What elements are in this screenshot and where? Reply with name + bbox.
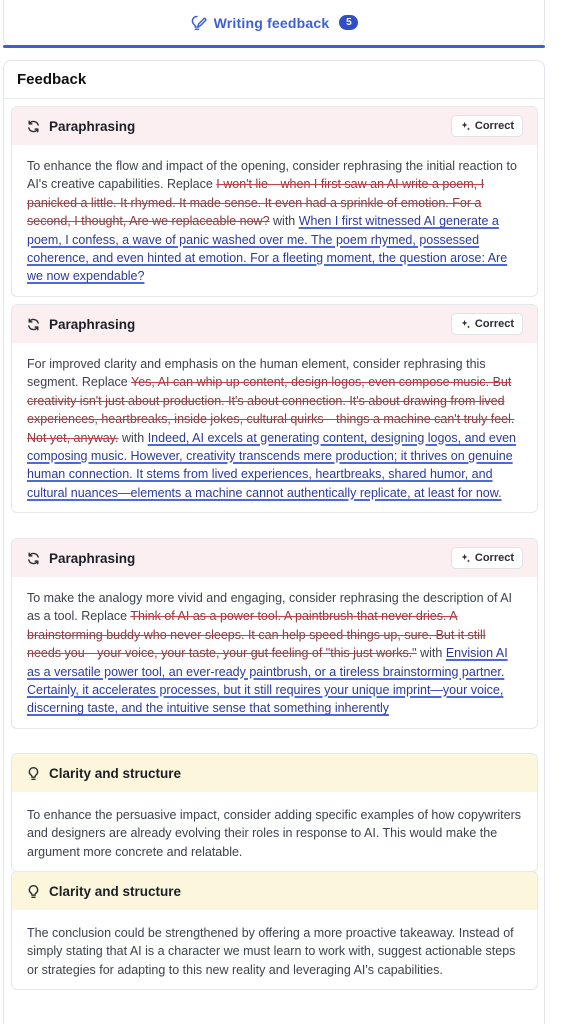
card-title: Clarity and structure [49,883,182,899]
deleted-text: Yes, AI can whip up content, design logos, even compose music. But creativity isn't just about production. It's about connection. It's about drawing from lived experiences, heartbreaks, inside jokes, cultural quirks—things a machine can't truly feel. Not yet, anyway. [27,375,515,445]
card-title: Paraphrasing [49,118,136,134]
panel-title: Feedback [4,61,544,99]
lightbulb-icon [26,884,41,899]
card-body [12,577,537,728]
card-header [12,305,537,343]
card-header [12,754,537,792]
card-title: Paraphrasing [49,550,136,566]
card-title: Paraphrasing [49,316,136,332]
suggestion-connector: with [121,430,145,445]
correct-button[interactable] [451,547,523,569]
feedback-card-clarity-1 [11,753,538,872]
correct-button[interactable] [451,313,523,335]
feedback-count-badge: 5 [339,15,358,30]
deleted-text: Think of AI as a power tool. A paintbrush that never dries. A brainstorming buddy who never sleeps. It can help speed things up, sure. But it still needs you—your voice, your taste, your gut feeling of "this just works." [27,609,486,661]
correct-button-label: Correct [474,552,514,564]
deleted-text: I won't lie—when I first saw an AI write a poem, I panicked a little. It rhymed. It made sense. It even had a sprinkle of emotion. For a second, I thought, Are we replaceable now? [27,177,485,229]
suggestion-intro: To enhance the flow and impact of the opening, consider rephrasing the initial reaction to AI's creative capabilities. Replace [27,159,517,192]
feedback-card-paraphrasing-1 [11,106,538,297]
card-header [12,872,537,910]
suggestion-intro: For improved clarity and emphasis on the human element, consider rephrasing this segment. Replace [27,357,486,390]
feedback-panel [3,60,545,1024]
card-header [12,107,537,145]
refresh-icon [26,119,41,134]
suggestion-connector: with [420,646,443,661]
feedback-card-clarity-2 [11,871,538,990]
correct-button-label: Correct [474,318,514,330]
sparkle-icon [460,121,471,132]
bulb-pencil-icon [190,14,208,32]
card-body: The conclusion could be strengthened by offering a more proactive takeaway. Instead of simply stating that AI is a character we must learn to work with, suggest actionable steps or strategies for adapting to this new reality and leveraging AI's capabilities. [27,926,516,977]
inserted-text[interactable]: Envision AI as a versatile power tool, an ever-ready paintbrush, or a tireless brainstorming partner. Certainly, it accelerates processes, but it still requires your unique imprint—your voice, discerning taste, and the intuitive sense that something inherently [27,646,508,716]
correct-button-label: Correct [474,120,514,132]
card-body [12,343,537,512]
sparkle-icon [460,553,471,564]
refresh-icon [26,317,41,332]
card-body: To enhance the persuasive impact, consider adding specific examples of how copywriters and designers are already evolving their roles in response to AI. This would make the argument more concrete and relatable. [27,808,522,859]
feedback-card-paraphrasing-3 [11,538,538,729]
suggestion-connector: with [273,214,296,229]
card-title: Clarity and structure [49,765,182,781]
inserted-text[interactable]: When I first witnessed AI generate a poem, I confess, a wave of panic washed over me. The poem rhymed, possessed coherence, and even hinted at emotion. For a fleeting moment, the question arose: Are we now expendable? [27,214,508,284]
writing-feedback-tab[interactable] [3,0,545,46]
lightbulb-icon [26,766,41,781]
feedback-card-paraphrasing-2 [11,304,538,513]
card-header [12,539,537,577]
correct-button[interactable] [451,115,523,137]
inserted-text[interactable]: Indeed, AI excels at generating content, designing logos, and even composing music. However, creativity transcends mere production; it thrives on genuine human connection. It stems from lived experiences, heartbreaks, shared humor, and cultural nuances—elements a machine cannot authentically replicate, at least for now. [27,430,517,500]
refresh-icon [26,551,41,566]
card-body [12,145,537,296]
sparkle-icon [460,319,471,330]
tab-label: Writing feedback [213,14,330,31]
suggestion-intro: To make the analogy more vivid and engaging, consider rephrasing the description of AI as a tool. Replace [27,591,513,624]
